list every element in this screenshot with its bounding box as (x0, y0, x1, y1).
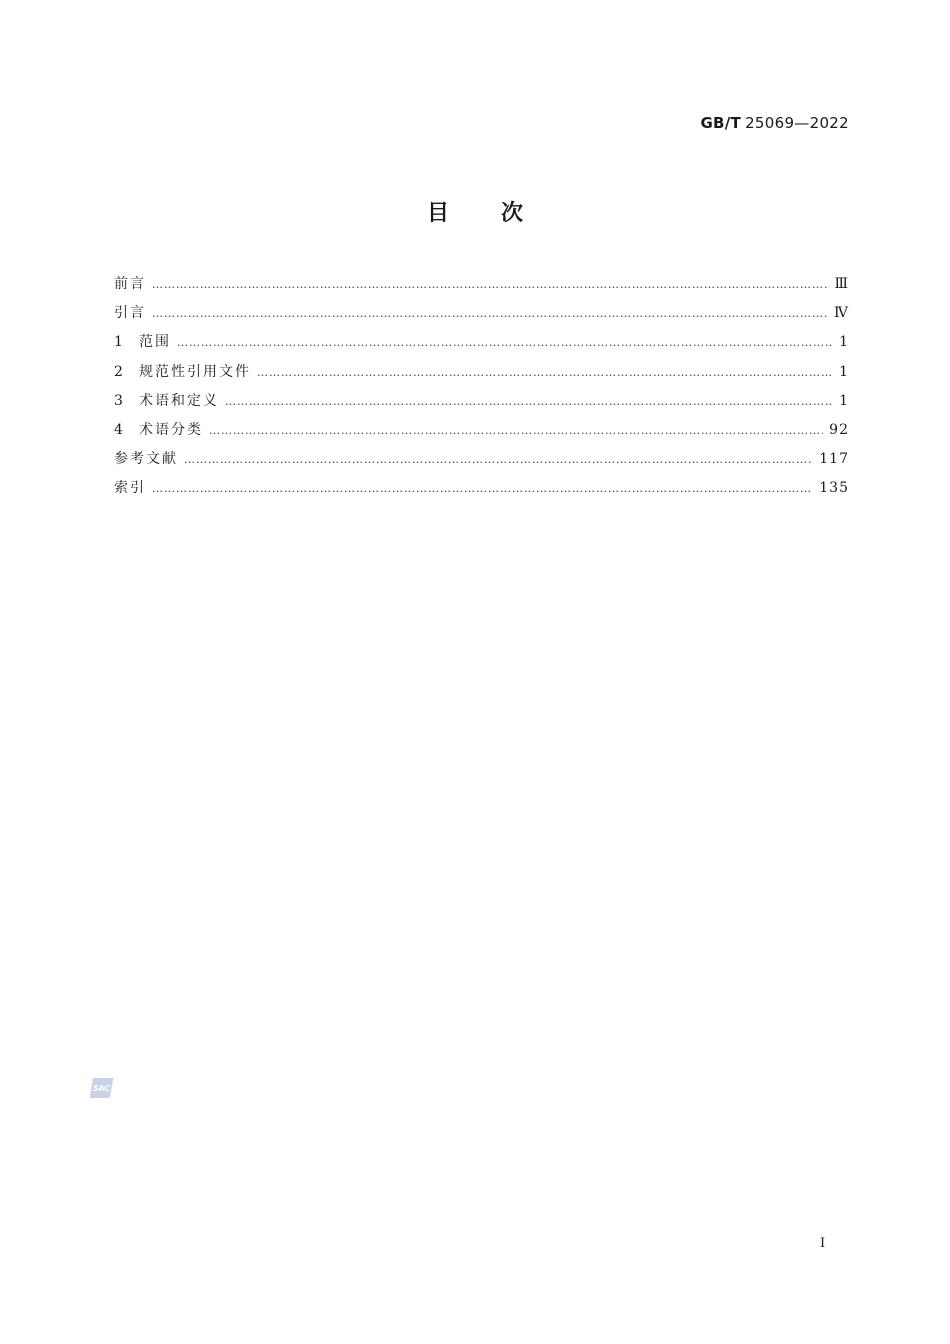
toc-entry-page: Ⅳ (834, 305, 849, 322)
toc-entry-label: 引言 (114, 305, 146, 322)
toc-entry-page: 1 (839, 334, 849, 351)
toc-entry-page: 1 (839, 363, 849, 380)
toc-entry-label: 范围 (139, 334, 171, 351)
toc-entry-page: 92 (829, 421, 849, 438)
sac-watermark-icon (89, 1076, 114, 1100)
toc-entry-page: 1 (839, 392, 849, 409)
toc-entry-label: 规范性引用文件 (139, 363, 251, 380)
dot-leader (225, 391, 833, 413)
toc-entry-index[interactable] (114, 477, 849, 506)
standard-code (700, 114, 849, 132)
toc-entry-terms-definitions[interactable] (114, 390, 849, 419)
toc-entry-foreword[interactable] (114, 273, 849, 302)
toc-entry-number: 2 (114, 363, 123, 380)
toc-entry-term-classification[interactable] (114, 419, 849, 448)
toc-entry-number: 3 (114, 392, 123, 409)
watermark-text: SAC (93, 1084, 110, 1093)
standard-number: 25069—2022 (745, 114, 849, 132)
toc-entry-number: 4 (114, 421, 123, 438)
toc-entry-number: 1 (114, 334, 123, 351)
toc-entry-normative-references[interactable] (114, 361, 849, 390)
toc-entry-label: 术语分类 (139, 421, 203, 438)
dot-leader (177, 332, 833, 354)
dot-leader (152, 303, 828, 325)
dot-leader (152, 478, 813, 500)
toc-entry-page: 135 (819, 480, 849, 497)
toc-entry-introduction[interactable] (114, 302, 849, 331)
dot-leader (209, 420, 823, 442)
toc-entry-page: 117 (819, 451, 849, 468)
table-of-contents (114, 273, 849, 507)
toc-entry-label: 参考文献 (114, 451, 178, 468)
toc-entry-bibliography[interactable] (114, 448, 849, 477)
toc-entry-label: 索引 (114, 480, 146, 497)
dot-leader (184, 449, 813, 471)
standard-prefix: GB/T (700, 114, 742, 132)
page-number: I (820, 1236, 826, 1251)
toc-entry-scope[interactable] (114, 331, 849, 360)
toc-title: 目次 (426, 201, 575, 226)
toc-entry-label: 术语和定义 (139, 392, 219, 409)
toc-entry-page: Ⅲ (834, 276, 849, 292)
dot-leader (152, 274, 828, 296)
dot-leader (257, 362, 833, 384)
toc-entry-label: 前言 (114, 276, 146, 292)
